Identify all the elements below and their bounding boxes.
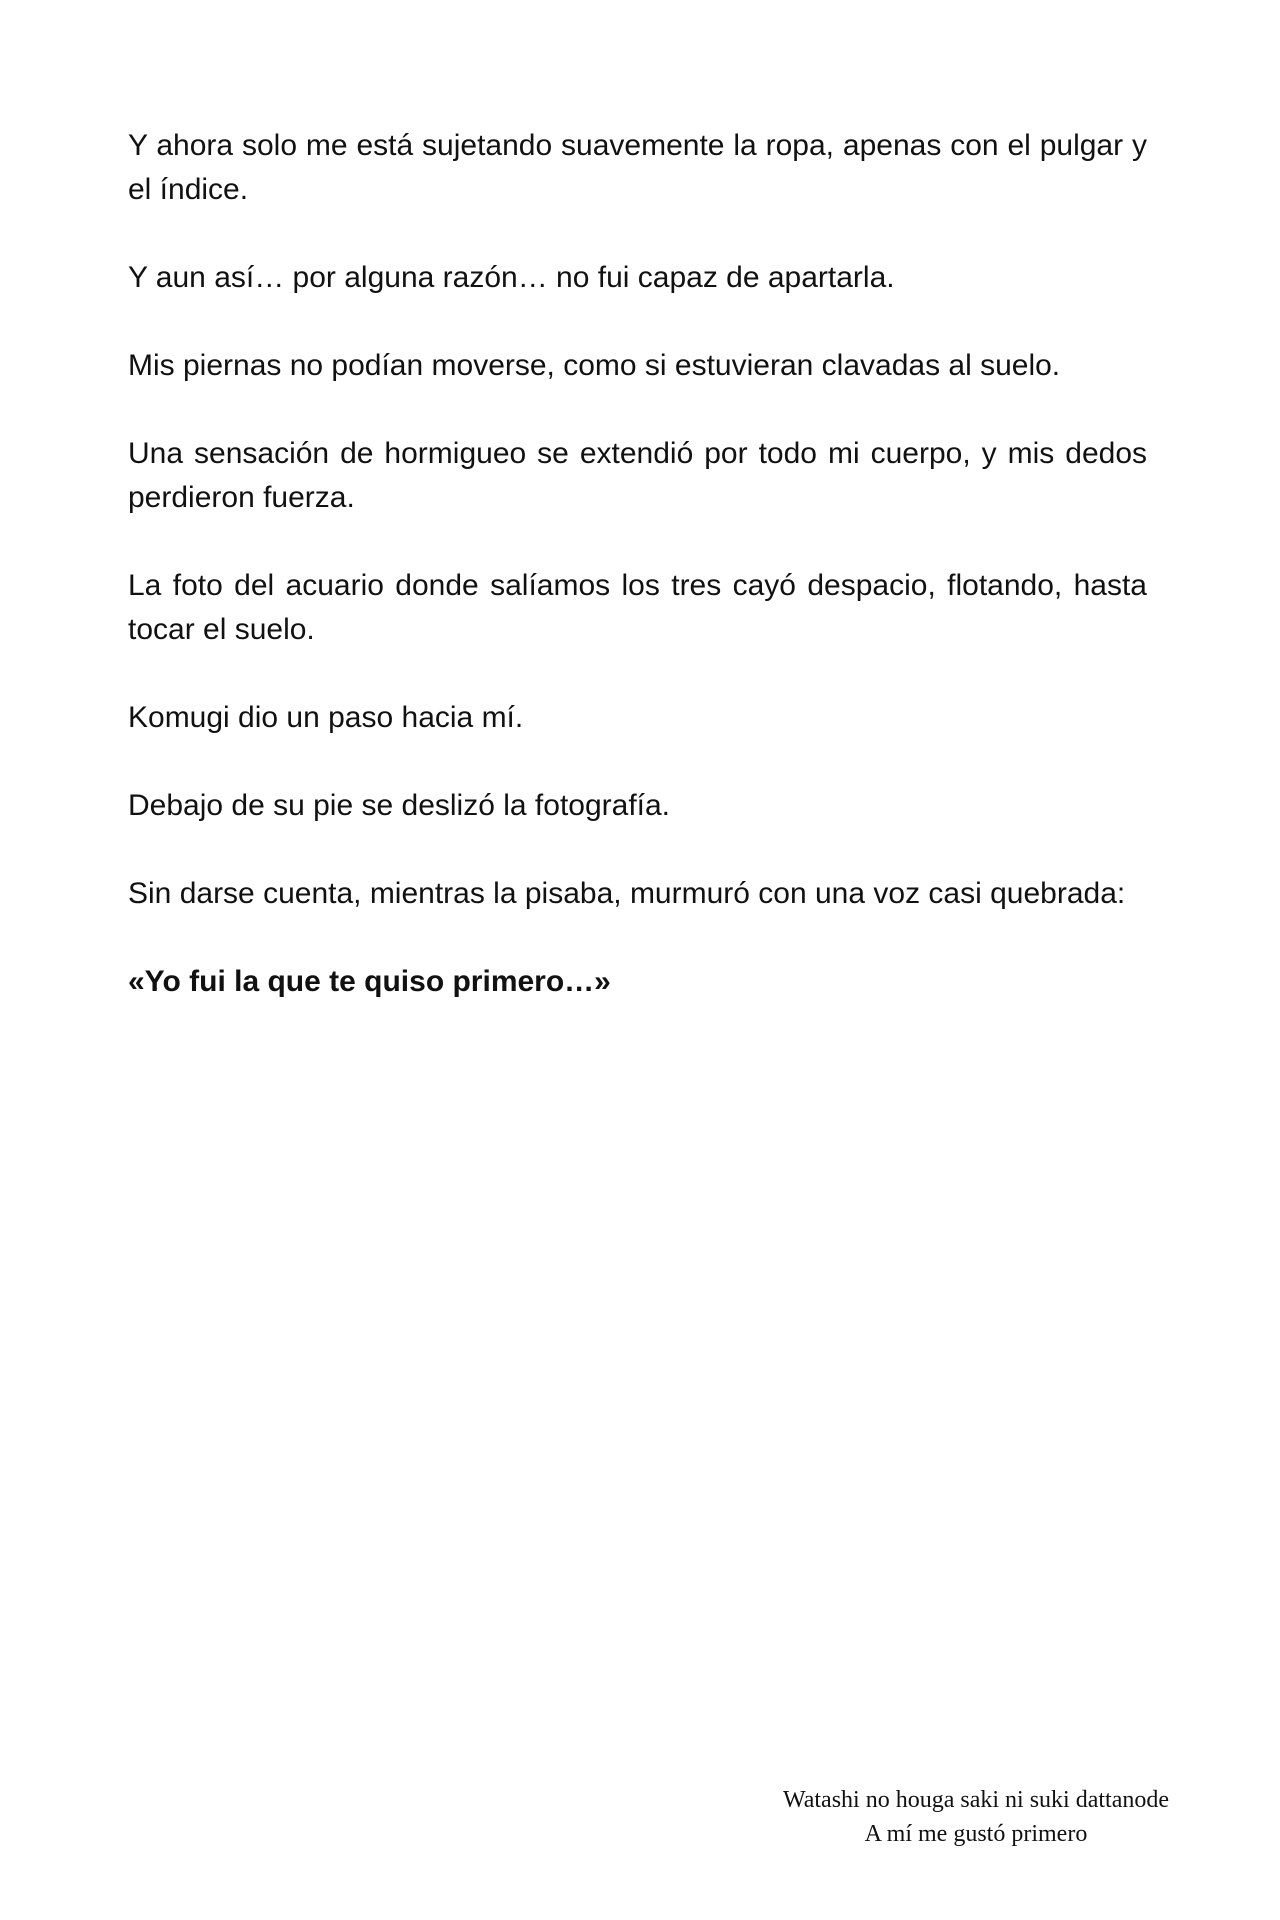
quote-paragraph: «Yo fui la que te quiso primero…» xyxy=(128,965,611,998)
footer-spanish-title: A mí me gustó primero xyxy=(864,1821,1088,1847)
paragraph: Mis piernas no podían moverse, como si estuvieran clavadas al suelo. xyxy=(128,349,1061,382)
paragraph: Sin darse cuenta, mientras la pisaba, murmuró con una voz casi quebrada: xyxy=(128,877,1126,910)
page-body xyxy=(128,124,1147,1048)
paragraph: Komugi dio un paso hacia mí. xyxy=(128,701,524,734)
paragraph: Debajo de su pie se deslizó la fotografía. xyxy=(128,789,671,822)
paragraph: La foto del acuario donde salíamos los tres cayó despacio, flotando, hasta tocar el suelo. xyxy=(128,569,1147,646)
footer-romaji-title: Watashi no houga saki ni suki dattanode xyxy=(783,1787,1169,1813)
paragraph: Y ahora solo me está sujetando suavemente la ropa, apenas con el pulgar y el índice. xyxy=(128,129,1147,206)
paragraph: Y aun así… por alguna razón… no fui capaz de apartarla. xyxy=(128,261,895,294)
page-footer xyxy=(700,1783,1252,1851)
paragraph: Una sensación de hormigueo se extendió por todo mi cuerpo, y mis dedos perdieron fuerza. xyxy=(128,437,1147,514)
